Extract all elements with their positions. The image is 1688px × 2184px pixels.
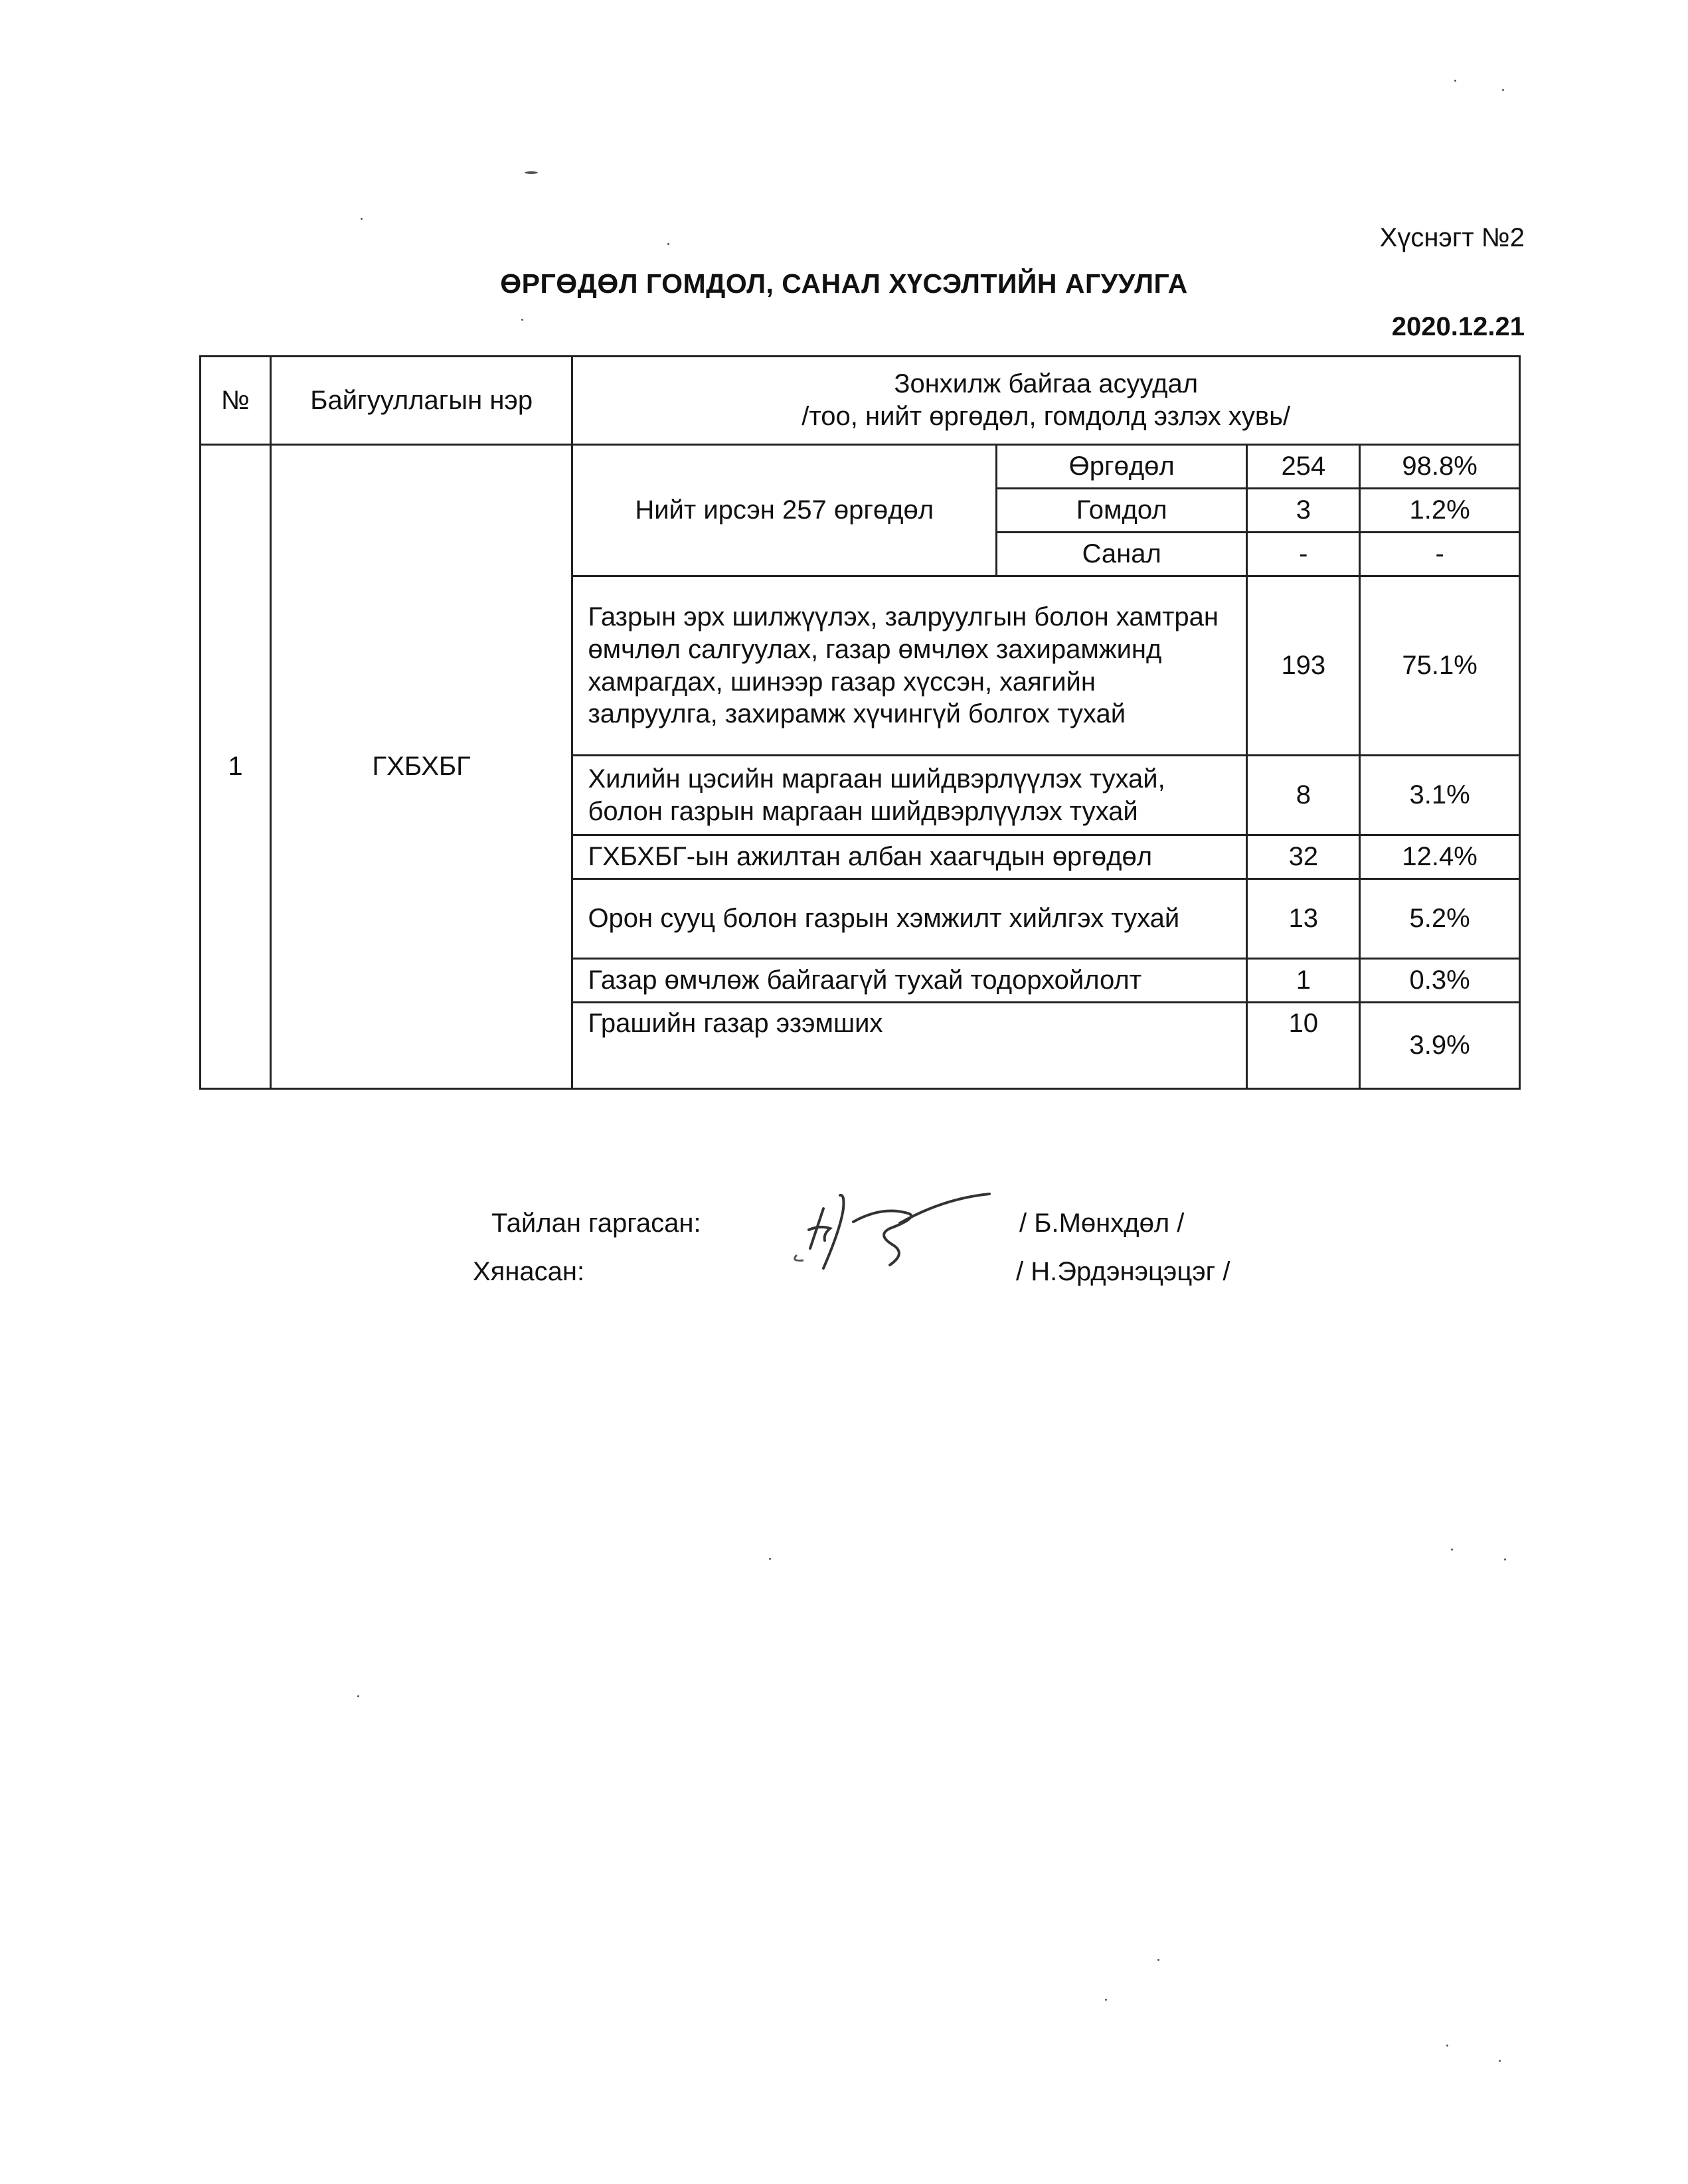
issue-pct: 3.9%	[1360, 1003, 1520, 1089]
row-number: 1	[201, 445, 271, 1089]
scan-speck	[361, 218, 363, 220]
org-name: ГХБХБГ	[270, 445, 572, 1089]
issue-count: 193	[1247, 576, 1360, 756]
header-no: №	[201, 357, 271, 445]
complaints-table	[199, 355, 1521, 1090]
reviewed-by-label: Хянасан:	[473, 1257, 585, 1286]
document-date: 2020.12.21	[1391, 312, 1525, 341]
issue-pct: 0.3%	[1360, 959, 1520, 1003]
scan-speck	[357, 1695, 359, 1697]
type-count: 3	[1247, 489, 1360, 533]
header-row	[201, 357, 1520, 445]
scan-speck	[769, 1558, 771, 1560]
issue-pct: 12.4%	[1360, 835, 1520, 879]
issue-label: ГХБХБГ-ын ажилтан албан хаагчдын өргөдөл	[572, 835, 1247, 879]
scan-speck	[1105, 1999, 1107, 2001]
scan-speck	[667, 243, 669, 245]
total-label: Нийт ирсэн 257 өргөдөл	[572, 445, 997, 576]
issue-count: 10	[1247, 1003, 1360, 1089]
scan-speck	[1454, 80, 1456, 82]
scan-speck	[1499, 2060, 1501, 2062]
issue-pct: 3.1%	[1360, 756, 1520, 835]
header-issue	[572, 357, 1520, 445]
prepared-by-label: Тайлан гаргасан:	[491, 1209, 701, 1238]
scan-speck	[1157, 1959, 1159, 1961]
document-title: ӨРГӨДӨЛ ГОМДОЛ, САНАЛ ХҮСЭЛТИЙН АГУУЛГА	[500, 268, 1188, 299]
type-count: -	[1247, 533, 1360, 576]
prepared-by-name: / Б.Мөнхдөл /	[1019, 1209, 1185, 1238]
scan-speck	[1502, 89, 1504, 91]
header-issue-line1: Зонхилж байгаа асуудал	[894, 369, 1199, 399]
type-pct: 1.2%	[1360, 489, 1520, 533]
table-row	[201, 445, 1520, 489]
handwritten-signature	[777, 1182, 1003, 1282]
table-number: Хүснэгт №2	[1379, 223, 1525, 252]
scan-speck	[1446, 2045, 1448, 2047]
header-org: Байгууллагын нэр	[270, 357, 572, 445]
issue-pct: 75.1%	[1360, 576, 1520, 756]
scan-speck	[1504, 1558, 1506, 1560]
issue-label: Газар өмчлөж байгаагүй тухай тодорхойлолт	[572, 959, 1247, 1003]
issue-count: 32	[1247, 835, 1360, 879]
issue-label: Хилийн цэсийн маргаан шийдвэрлүүлэх тухай, болон газрын маргаан шийдвэрлүүлэх тухай	[572, 756, 1247, 835]
reviewed-by-name: / Н.Эрдэнэцэцэг /	[1016, 1257, 1230, 1286]
issue-label: Грашийн газар эзэмших	[572, 1003, 1247, 1089]
scan-speck	[525, 171, 538, 174]
type-label: Гомдол	[996, 489, 1246, 533]
scan-speck	[521, 319, 523, 321]
issue-label: Газрын эрх шилжүүлэх, залруулгын болон хамтран өмчлөл салгуулах, газар өмчлөх захирамжинд хамрагдах, шинээр газар хүссэн, хаягийн залруулга, захирамж хүчингүй болгох тухай	[572, 576, 1247, 756]
type-pct: 98.8%	[1360, 445, 1520, 489]
type-label: Санал	[996, 533, 1246, 576]
issue-count: 13	[1247, 879, 1360, 959]
type-label: Өргөдөл	[996, 445, 1246, 489]
type-pct: -	[1360, 533, 1520, 576]
issue-count: 8	[1247, 756, 1360, 835]
type-count: 254	[1247, 445, 1360, 489]
header-issue-line2: /тоо, нийт өргөдөл, гомдолд эзлэх хувь/	[802, 402, 1291, 431]
scan-speck	[1451, 1549, 1453, 1551]
issue-label: Орон сууц болон газрын хэмжилт хийлгэх тухай	[572, 879, 1247, 959]
issue-pct: 5.2%	[1360, 879, 1520, 959]
issue-count: 1	[1247, 959, 1360, 1003]
